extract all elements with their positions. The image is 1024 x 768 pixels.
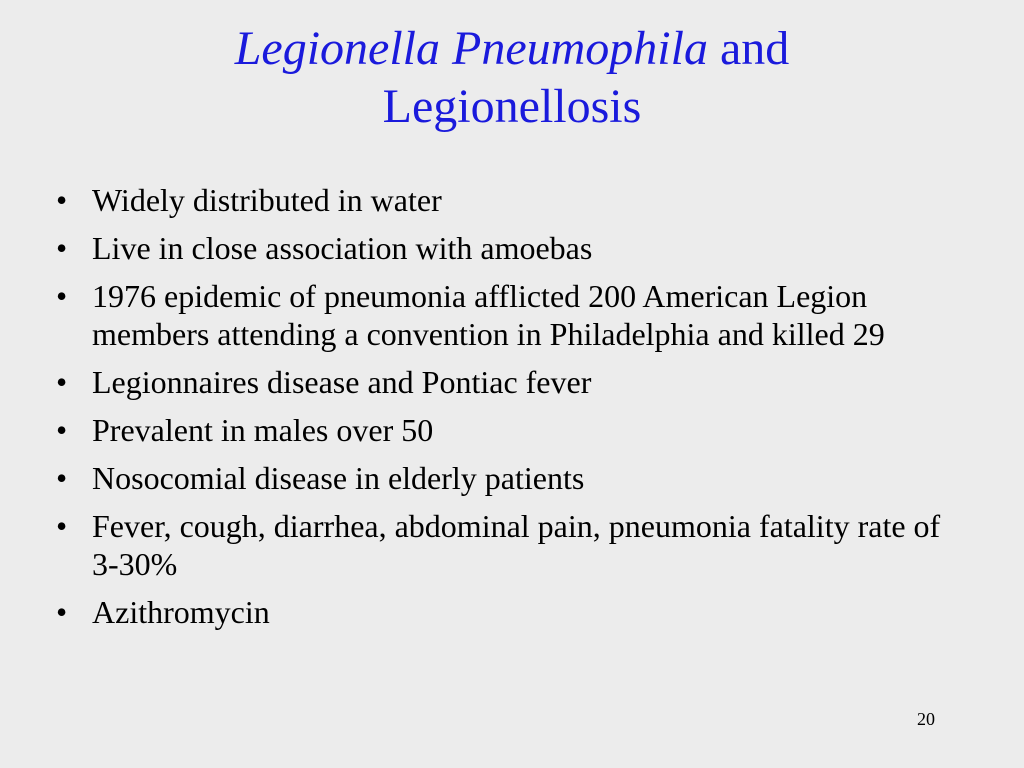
bullet-text: 1976 epidemic of pneumonia afflicted 200 American Legion members attending a convention in Philadelphia and killed 29 <box>92 278 885 352</box>
bullet-text: Live in close association with amoebas <box>92 230 593 266</box>
page-number: 20 <box>917 709 935 729</box>
title-second-line: Legionellosis <box>382 80 642 133</box>
bullet-text: Nosocomial disease in elderly patients <box>92 460 585 496</box>
bullet-list <box>56 181 956 641</box>
slide-title <box>0 20 1024 136</box>
bullet-icon: • <box>56 508 68 544</box>
bullet-text: Prevalent in males over 50 <box>92 412 434 448</box>
bullet-icon: • <box>56 182 68 218</box>
bullet-item <box>56 593 956 631</box>
bullet-item <box>56 277 956 353</box>
bullet-icon: • <box>56 278 68 314</box>
bullet-item <box>56 181 956 219</box>
bullet-item <box>56 229 956 267</box>
title-italic-text: Legionella Pneumophila <box>234 22 708 75</box>
bullet-icon: • <box>56 364 68 400</box>
bullet-icon: • <box>56 230 68 266</box>
bullet-text: Fever, cough, diarrhea, abdominal pain, pneumonia fatality rate of 3-30% <box>92 508 941 582</box>
bullet-icon: • <box>56 460 68 496</box>
bullet-text: Widely distributed in water <box>92 182 442 218</box>
title-regular-text: and <box>707 22 790 75</box>
bullet-icon: • <box>56 412 68 448</box>
bullet-text: Azithromycin <box>92 594 270 630</box>
bullet-item <box>56 507 956 583</box>
bullet-item <box>56 363 956 401</box>
bullet-item <box>56 411 956 449</box>
bullet-item <box>56 459 956 497</box>
bullet-text: Legionnaires disease and Pontiac fever <box>92 364 592 400</box>
bullet-icon: • <box>56 594 68 630</box>
